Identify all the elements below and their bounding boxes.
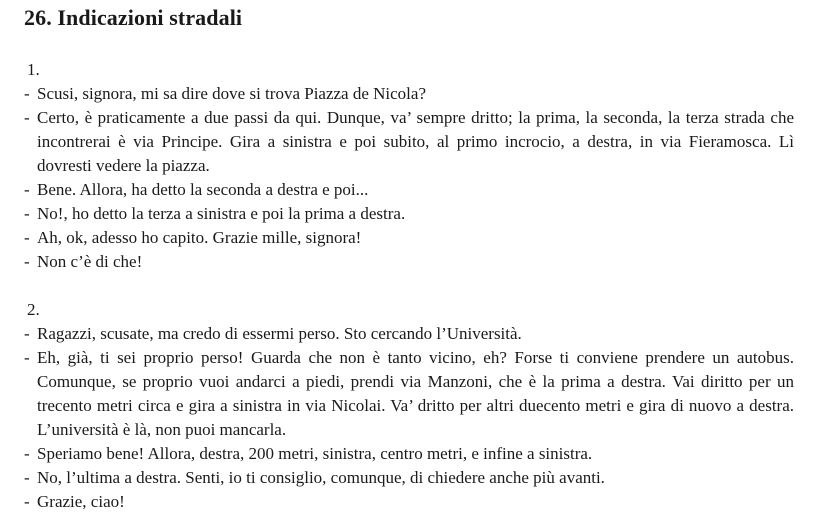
line-text: No!, ho detto la terza a sinistra e poi la prima a destra.	[37, 204, 406, 223]
line-text: Scusi, signora, mi sa dire dove si trova Piazza de Nicola?	[37, 84, 426, 103]
dialogue-line	[24, 250, 794, 274]
dialogue-line	[24, 466, 794, 490]
line-dash: -	[24, 108, 30, 127]
dialogue-line	[24, 82, 794, 106]
line-text: Grazie, ciao!	[37, 492, 125, 511]
dialogue-line	[24, 346, 794, 442]
line-dash: -	[24, 444, 30, 463]
line-dash: -	[24, 84, 30, 103]
line-text: Bene. Allora, ha detto la seconda a destra e poi...	[37, 180, 369, 199]
dialogue-number: 2.	[27, 300, 40, 319]
line-dash: -	[24, 204, 30, 223]
dialogue-line	[24, 106, 794, 178]
line-text: No, l’ultima a destra. Senti, io ti consiglio, comunque, di chiedere anche più avanti.	[37, 468, 605, 487]
line-dash: -	[24, 252, 30, 271]
line-dash: -	[24, 180, 30, 199]
line-text: Ragazzi, scusate, ma credo di essermi perso. Sto cercando l’Università.	[37, 324, 522, 343]
dialogue-number: 1.	[27, 60, 40, 79]
dialogue-line	[24, 202, 794, 226]
dialogue-line	[24, 442, 794, 466]
line-dash: -	[24, 468, 30, 487]
dialogue-line	[24, 226, 794, 250]
line-dash: -	[24, 324, 30, 343]
line-text: Non c’è di che!	[37, 252, 143, 271]
line-text: Speriamo bene! Allora, destra, 200 metri, sinistra, centro metri, e infine a sinistra.	[37, 444, 593, 463]
line-text: Certo, è praticamente a due passi da qui. Dunque, va’ sempre dritto; la prima, la seconda, la terza strada che incontrerai è via Principe. Gira a sinistra e poi subito, al primo incrocio, a destra, in via Fieramosca. Lì dovresti vedere la piazza.	[37, 108, 794, 175]
dialogue-line	[24, 490, 794, 514]
line-dash: -	[24, 228, 30, 247]
dialogue-1	[24, 58, 794, 274]
line-text: Ah, ok, adesso ho capito. Grazie mille, signora!	[37, 228, 362, 247]
line-dash: -	[24, 492, 30, 511]
dialogue-2	[24, 298, 794, 514]
dialogue-line	[24, 322, 794, 346]
line-text: Eh, già, ti sei proprio perso! Guarda che non è tanto vicino, eh? Forse ti conviene prendere un autobus. Comunque, se proprio vuoi andarci a piedi, prendi via Manzoni, che è la prima a destra. Vai diritto per un trecento metri circa e gira a sinistra in via Nicolai. Va’ dritto per altri duecento metri e gira di nuovo a destra. L’università è là, non puoi mancarla.	[37, 348, 794, 439]
line-dash: -	[24, 348, 30, 367]
dialogue-line	[24, 178, 794, 202]
page-title: 26. Indicazioni stradali	[24, 5, 243, 30]
